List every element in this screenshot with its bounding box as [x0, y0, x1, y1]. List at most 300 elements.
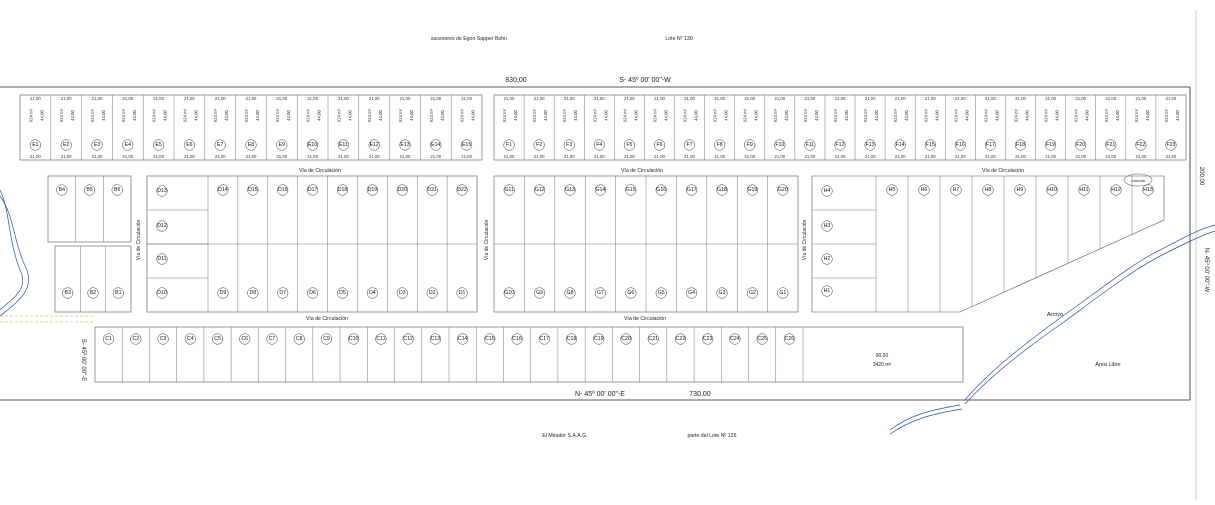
lot-label: D19 [367, 187, 378, 193]
lot-c22 [675, 334, 686, 345]
top-length-label: 830,00 [505, 77, 527, 84]
dimension-text: 21,00 [368, 96, 380, 101]
lot-c26-front: 90,00 [875, 353, 889, 359]
dimension-text: 924 m² [336, 108, 342, 123]
dimension-text: 21,00 [1015, 96, 1026, 101]
dimension-text: 21,00 [533, 154, 545, 159]
lot-g17 [686, 185, 697, 196]
lot-c11 [376, 334, 387, 345]
dimension-text: 924 m² [305, 108, 311, 123]
lot-label: D8 [249, 290, 257, 296]
lot-label: H13 [1143, 187, 1153, 193]
road-label-5: Vía de Circulación [623, 316, 667, 322]
dimension-text: 924 m² [1163, 108, 1169, 123]
dimension-text: 21,00 [985, 154, 996, 159]
lot-f18 [1015, 140, 1026, 151]
lot-label: C4 [186, 336, 194, 342]
lot-label: G17 [686, 187, 697, 193]
lot-f3 [564, 140, 575, 151]
dimension-text: 44,00 [316, 110, 322, 121]
lot-label: H9 [1016, 187, 1024, 193]
lot-d1 [457, 288, 468, 299]
lot-e15 [461, 140, 472, 151]
lot-c26-area: 3420 m² [872, 362, 892, 368]
lot-c2 [131, 334, 142, 345]
lot-label: F21 [1106, 142, 1116, 148]
lot-label: C24 [730, 336, 740, 342]
dimension-text: 21,00 [91, 96, 103, 101]
lot-d8 [248, 288, 259, 299]
dimension-text: 44,00 [844, 110, 849, 121]
dimension-text: 21,00 [1105, 96, 1117, 101]
lot-label: F22 [1136, 142, 1146, 148]
lot-c1 [103, 334, 114, 345]
lot-h10 [1047, 185, 1058, 196]
lot-label: E14 [431, 142, 441, 148]
dimension-text: 924 m² [151, 108, 157, 123]
dimension-text: 21,00 [60, 96, 72, 101]
dimension-text: 21,00 [338, 154, 349, 159]
dimension-text: 44,00 [964, 110, 970, 121]
dimension-text: 44,00 [573, 110, 579, 121]
lot-h2 [822, 254, 833, 265]
dimension-text: 21,00 [864, 96, 876, 101]
lot-c9 [321, 334, 332, 345]
dimension-text: 44,00 [603, 110, 609, 121]
lot-c7 [267, 334, 278, 345]
lot-d12 [157, 221, 168, 232]
lot-e12 [369, 140, 380, 151]
dimension-text: 44,00 [1114, 110, 1120, 121]
dimension-text: 44,00 [543, 110, 549, 121]
lot-c10 [348, 334, 359, 345]
lot-label: G2 [748, 290, 756, 296]
lot-d15 [248, 185, 259, 196]
lot-f14 [895, 140, 906, 151]
lot-g14 [595, 185, 606, 196]
lot-d18 [337, 185, 348, 196]
lot-g15 [626, 185, 637, 196]
dimension-text: 21,00 [399, 96, 411, 101]
lot-f7 [684, 140, 695, 151]
lot-label: F7 [686, 142, 693, 148]
lot-label: D14 [218, 187, 228, 193]
dimension-text: 924 m² [712, 108, 718, 123]
lot-f15 [925, 140, 936, 151]
lot-label: C17 [539, 336, 550, 342]
dimension-text: 21,00 [684, 154, 695, 159]
dimension-text: 924 m² [120, 108, 126, 123]
lot-label: F17 [985, 142, 995, 148]
lot-label: H6 [920, 187, 928, 193]
lot-f4 [594, 140, 605, 151]
lot-label: E10 [307, 142, 318, 148]
lot-f2 [534, 140, 545, 151]
lot-label: D3 [398, 290, 406, 296]
lot-f23 [1166, 140, 1177, 151]
dimension-text: 924 m² [802, 108, 808, 123]
lot-label: D5 [339, 290, 346, 296]
lot-label: D2 [428, 290, 436, 296]
dimension-text: 21,00 [122, 154, 134, 159]
lot-label: D22 [457, 187, 467, 193]
lot-f13 [865, 140, 876, 151]
dimension-text: 21,00 [30, 96, 41, 101]
lot-label: D9 [219, 290, 227, 296]
lot-label: C9 [323, 336, 330, 342]
lot-h12 [1111, 185, 1122, 196]
dimension-text: 21,00 [430, 96, 442, 101]
lot-label: G1 [779, 290, 787, 296]
dimension-text: 21,00 [533, 96, 545, 101]
lot-g5 [656, 288, 667, 299]
access-road-label-3: Vía de Circulación [802, 219, 808, 261]
lot-d20 [397, 185, 408, 196]
dimension-text: 924 m² [953, 108, 959, 123]
dimension-text: 44,00 [994, 110, 1000, 121]
dimension-text: 924 m² [983, 108, 989, 123]
dimension-text: 44,00 [904, 110, 910, 121]
dimension-text: 924 m² [244, 108, 249, 123]
dimension-text: 21,00 [184, 96, 195, 101]
lot-label: F4 [596, 142, 603, 148]
top-left-owner-label: sucesores de Egon Sapper Bohn [430, 36, 508, 42]
lot-c25 [757, 334, 768, 345]
lot-h11 [1079, 185, 1090, 196]
lot-d11 [157, 254, 168, 265]
dimension-text: 21,00 [1045, 96, 1056, 101]
dimension-text: 21,00 [924, 154, 936, 159]
dimension-text: 924 m² [652, 108, 658, 123]
lot-f21 [1105, 140, 1116, 151]
dimension-text: 21,00 [245, 154, 257, 159]
left-bearing-label: S- 45º 00' 00"-E [80, 338, 86, 382]
dimension-text: 924 m² [532, 108, 538, 123]
lot-e5 [153, 140, 164, 151]
lot-d7 [277, 288, 288, 299]
lot-label: F20 [1076, 142, 1086, 148]
lot-h9 [1015, 185, 1026, 196]
lot-label: D7 [279, 290, 287, 296]
dimension-text: 21,00 [894, 154, 906, 159]
lot-label: G7 [596, 290, 604, 296]
dimension-text: 21,00 [804, 96, 816, 101]
dimension-text: 924 m² [1103, 108, 1109, 123]
lot-f20 [1075, 140, 1086, 151]
lot-label: D4 [369, 290, 376, 296]
dimension-text: 44,00 [693, 110, 699, 121]
dimension-text: 21,00 [399, 154, 411, 159]
lot-d5 [337, 288, 348, 299]
dimension-text: 924 m² [592, 108, 598, 123]
lot-label: D15 [248, 187, 258, 193]
lot-label: C16 [512, 336, 522, 342]
lot-label: C6 [241, 336, 249, 342]
dimension-text: 924 m² [502, 108, 508, 123]
dimension-text: 21,00 [214, 154, 226, 159]
dimension-text: 44,00 [874, 110, 880, 121]
lot-g18 [717, 185, 728, 196]
lot-label: F2 [536, 142, 543, 148]
lot-label: C20 [621, 336, 631, 342]
dimension-text: 44,00 [753, 110, 759, 121]
dimension-text: 21,00 [894, 96, 906, 101]
lot-f11 [805, 140, 816, 151]
dimension-text: 44,00 [39, 110, 45, 121]
dimension-text: 21,00 [153, 154, 164, 159]
lot-label: E3 [93, 142, 101, 148]
dimension-text: 21,00 [744, 96, 756, 101]
lot-label: H8 [984, 187, 992, 193]
lot-c16 [512, 334, 523, 345]
lot-e10 [307, 140, 318, 151]
lot-e9 [277, 140, 288, 151]
lot-label: G9 [536, 290, 544, 296]
dimension-text: 21,00 [774, 154, 786, 159]
lot-b5 [84, 185, 95, 196]
lot-f5 [624, 140, 635, 151]
bottom-bearing-label: N- 45º 00' 00"-E [575, 391, 625, 398]
lot-d4 [367, 288, 378, 299]
top-right-owner-label: Lote Nº 130 [665, 36, 693, 42]
lot-label: D17 [307, 187, 318, 193]
lot-label: G5 [657, 290, 665, 296]
lot-label: C19 [594, 336, 604, 342]
dimension-text: 21,00 [307, 154, 318, 159]
lot-label: F19 [1046, 142, 1056, 148]
lot-label: H2 [823, 256, 831, 262]
dimension-text: 21,00 [1165, 154, 1177, 159]
dimension-text: 44,00 [224, 110, 230, 121]
lot-label: C18 [566, 336, 577, 342]
lot-b6 [112, 185, 123, 196]
bottom-right-owner-label: parte del Lote Nº 126 [687, 433, 737, 439]
lot-label: G18 [717, 187, 727, 193]
lot-label: D11 [157, 256, 167, 262]
lot-g19 [747, 185, 758, 196]
lot-label: C21 [648, 336, 658, 342]
dimension-text: 44,00 [783, 110, 789, 121]
dimension-text: 924 m² [28, 108, 34, 123]
dimension-text: 21,00 [276, 154, 288, 159]
lot-c14 [457, 334, 468, 345]
lot-label: C22 [675, 336, 686, 342]
dimension-text: 21,00 [461, 96, 472, 101]
lot-label: F14 [895, 142, 905, 148]
lot-label: F10 [775, 142, 785, 148]
lot-g1 [778, 288, 789, 299]
dimension-text: 44,00 [513, 110, 519, 121]
lot-h4 [822, 186, 833, 197]
lot-g6 [626, 288, 637, 299]
lot-g8 [565, 288, 576, 299]
lot-e3 [92, 140, 103, 151]
dimension-text: 44,00 [347, 110, 353, 121]
dimension-text: 924 m² [182, 108, 188, 123]
dimension-text: 44,00 [439, 110, 445, 121]
lot-e4 [123, 140, 134, 151]
lot-h3 [822, 221, 833, 232]
lot-f9 [744, 140, 755, 151]
dimension-text: 21,00 [503, 154, 515, 159]
dimension-text: 44,00 [633, 110, 639, 121]
lot-label: E12 [369, 142, 379, 148]
dashed-guides [0, 316, 95, 322]
lot-d22 [457, 185, 468, 196]
lot-label: H12 [1111, 187, 1121, 193]
lot-g2 [747, 288, 758, 299]
dimension-text: 21,00 [834, 154, 846, 159]
dimension-text: 44,00 [378, 110, 384, 121]
lot-d21 [427, 185, 438, 196]
lot-label: C12 [403, 336, 413, 342]
right-bearing-label: N- 45º 00' 00"-W [1203, 247, 1209, 293]
lot-c18 [566, 334, 577, 345]
bottom-length-label: 730,00 [689, 391, 711, 398]
dimension-text: 924 m² [90, 108, 95, 123]
block-b-bottom [55, 246, 131, 312]
lot-label: D6 [309, 290, 316, 296]
lot-g13 [565, 185, 576, 196]
lot-label: C25 [757, 336, 767, 342]
lot-label: F16 [955, 142, 965, 148]
lot-g9 [534, 288, 545, 299]
lot-h6 [919, 185, 930, 196]
dimension-text: 44,00 [934, 110, 940, 121]
lot-d16 [277, 185, 288, 196]
lot-h13 [1143, 185, 1154, 196]
lot-label: G11 [504, 187, 514, 193]
dimension-text: 21,00 [1165, 96, 1177, 101]
lot-label: C15 [485, 336, 495, 342]
stream-label: Arroyo [1046, 312, 1064, 318]
lot-label: F6 [656, 142, 663, 148]
lot-g4 [686, 288, 697, 299]
lot-b1 [113, 288, 124, 299]
lot-label: E11 [338, 142, 348, 148]
dimension-text: 924 m² [1013, 108, 1019, 123]
lot-c8 [294, 334, 305, 345]
dimension-text: 21,00 [744, 154, 756, 159]
road-label-3: Vía de Circulación [981, 168, 1025, 174]
lot-label: C23 [702, 336, 713, 342]
lot-label: F11 [805, 142, 815, 148]
dimension-text: 21,00 [563, 154, 575, 159]
lot-label: G20 [777, 187, 788, 193]
dimension-text: 21,00 [245, 96, 257, 101]
lot-f1 [504, 140, 515, 151]
dimension-text: 44,00 [813, 110, 819, 121]
lot-c13 [430, 334, 441, 345]
lot-c19 [593, 334, 604, 345]
dimension-text: 44,00 [1024, 110, 1030, 121]
dimension-text: 21,00 [714, 96, 726, 101]
lot-c24 [730, 334, 741, 345]
lot-label: G4 [688, 290, 696, 296]
dimension-text: 21,00 [924, 96, 936, 101]
lot-f8 [714, 140, 725, 151]
lot-label: G8 [566, 290, 574, 296]
lot-g16 [656, 185, 667, 196]
right-length-label: 200,00 [1198, 166, 1204, 186]
lot-c5 [212, 334, 223, 345]
lot-d3 [397, 288, 408, 299]
dimension-text: 44,00 [131, 110, 137, 121]
dimension-text: 924 m² [863, 108, 869, 123]
lot-c6 [239, 334, 250, 345]
lot-label: C7 [268, 336, 276, 342]
dimension-text: 21,00 [1045, 154, 1056, 159]
dimension-text: 44,00 [193, 110, 199, 121]
dimension-text: 21,00 [593, 96, 605, 101]
lot-e8 [246, 140, 257, 151]
lot-e11 [338, 140, 349, 151]
dimension-text: 924 m² [772, 108, 778, 123]
dimension-text: 21,00 [30, 154, 41, 159]
lot-g3 [717, 288, 728, 299]
lot-label: G16 [656, 187, 667, 193]
lot-label: G10 [504, 290, 515, 296]
lot-c17 [539, 334, 550, 345]
lot-label: C3 [159, 336, 167, 342]
dimension-text: 21,00 [91, 154, 103, 159]
dimension-text: 924 m² [398, 108, 403, 123]
dimension-text: 21,00 [307, 96, 318, 101]
lot-label: F8 [716, 142, 723, 148]
lot-label: G19 [747, 187, 758, 193]
dimension-text: 924 m² [622, 108, 628, 123]
dimension-text: 21,00 [1075, 154, 1087, 159]
dimension-text: 21,00 [684, 96, 695, 101]
lot-label: D10 [157, 290, 167, 296]
lot-label: H7 [952, 187, 960, 193]
lot-label: E9 [278, 142, 285, 148]
dimension-text: 924 m² [1073, 108, 1079, 123]
dimension-labels [28, 96, 1180, 159]
lot-f22 [1136, 140, 1147, 151]
dimension-text: 44,00 [70, 110, 76, 121]
lot-label: C13 [430, 336, 441, 342]
lot-c23 [702, 334, 713, 345]
dimension-text: 924 m² [562, 108, 568, 123]
dimension-text: 924 m² [59, 108, 65, 123]
lot-label: G15 [625, 187, 636, 193]
lot-label: H3 [823, 223, 831, 229]
lot-g12 [534, 185, 545, 196]
dimension-text: 21,00 [1015, 154, 1026, 159]
dimension-text: 21,00 [774, 96, 786, 101]
lot-label: F3 [566, 142, 573, 148]
lot-c12 [403, 334, 414, 345]
dimension-text: 924 m² [923, 108, 929, 123]
lot-label: F5 [626, 142, 633, 148]
access-road-label-2: Vía de Circulación [484, 219, 490, 261]
lot-c4 [185, 334, 196, 345]
dimension-text: 21,00 [624, 96, 635, 101]
property-boundary [0, 10, 1196, 500]
lot-g7 [595, 288, 606, 299]
lot-label: F18 [1016, 142, 1025, 148]
lot-e7 [215, 140, 226, 151]
dimension-text: 924 m² [1133, 108, 1139, 123]
dimension-text: 21,00 [954, 96, 966, 101]
dimension-text: 21,00 [214, 96, 226, 101]
lot-label: E5 [155, 142, 162, 148]
lot-label: H11 [1079, 187, 1089, 193]
dimension-text: 924 m² [459, 108, 465, 123]
lot-label: H1 [823, 288, 831, 294]
lot-label: F23 [1166, 142, 1176, 148]
